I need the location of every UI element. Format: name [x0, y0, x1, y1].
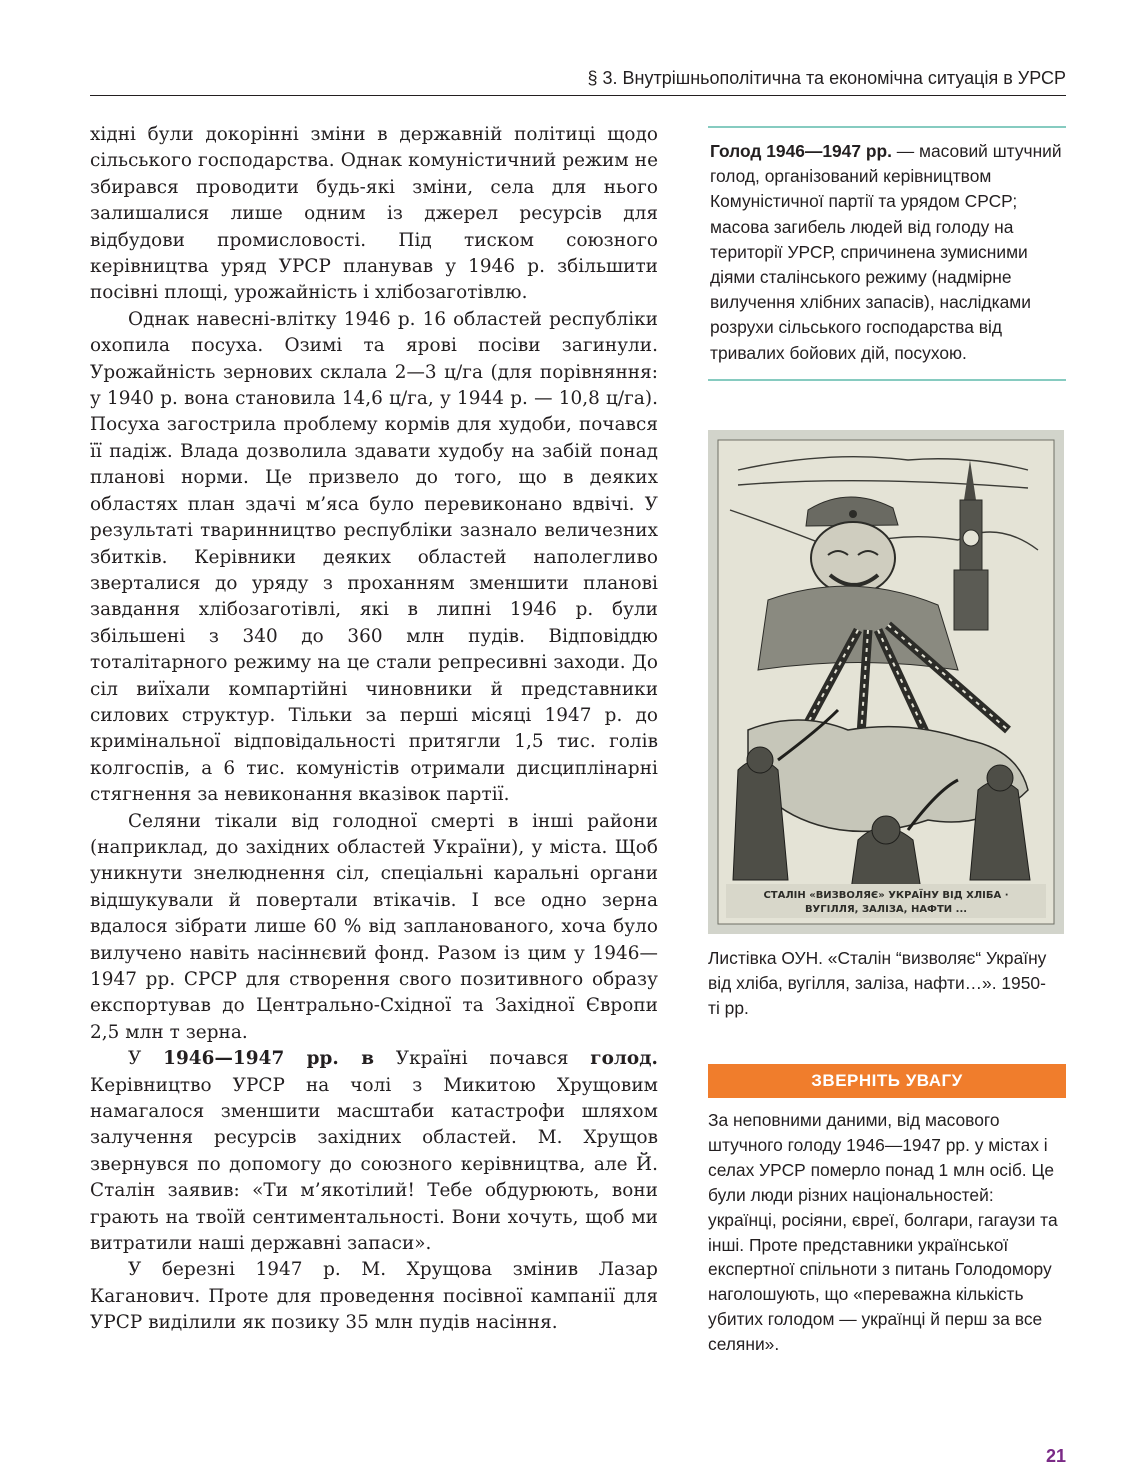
paragraph-5: У березні 1947 р. М. Хрущова змінив Лазар Каганович. Проте для проведення посівної кампанії для УРСР виділили як позику 35 млн пудів насіння. [90, 1259, 658, 1334]
figure-caption: Листівка ОУН. «Сталін “визволяє“ Україну від хліба, вугілля, заліза, нафти…». 1950-ті рр. [708, 948, 1047, 1018]
paragraph-2: Однак навесні-влітку 1946 р. 16 областей республіки охопила посуха. Озимі та ярові посіви загинули. Урожайність зернових склала 2—3 ц/га (для порівняння: у 1940 р. вона становила 14,6 ц/га, у 1944 р. — 10,8 ц/га). Посуха загострила проблему кормів для худоби, почався її падіж. Влада дозволила здавати худобу на забій понад планові норми. Це призвело до того, що в деяких областях план здачі м’яса було перевиконано вдвічі. У результаті тваринництво республіки зазнало величезних збитків. Керівники деяких областей наполегливо зверталися до уряду з проханням зменшити планові завдання хлібозаготівлі, які в липні 1946 р. були збільшені з 340 до 360 млн пудів. Відповіддю тоталітарного режиму на це стали репресивні заходи. До сіл виїхали компартійні чиновники й представники силових структур. Тільки за перші місяці 1947 р. до кримінальної відповідальності притягли 1,5 тис. голів колгоспів, а 6 тис. комуністів отримали дисциплінарні стягнення за невиконання вказівок партії. [90, 308, 658, 806]
definition-text [708, 139, 1066, 366]
header-rule [90, 95, 1066, 96]
paragraph-4 [90, 1046, 658, 1257]
definition-box [708, 126, 1066, 381]
main-text-column [90, 122, 658, 1337]
definition-term: Голод 1946—1947 рр. [710, 141, 892, 161]
paragraph-4-bold-dates: 1946—1947 рр. в [163, 1048, 375, 1070]
definition-body: — масовий штучний голод, організований керівництвом Комуністичної партії та урядом СРСР; масова загибель людей від голоду на території УРСР, спричинена зумисними діями сталінського режиму (надмірне вилучення хлібних запасів), наслідками розрухи сільського господарства від тривалих бойових дій, посухою. [710, 141, 1062, 363]
svg-text:СТАЛІН «ВИЗВОЛЯЄ» УКРАЇНУ ВІД: СТАЛІН «ВИЗВОЛЯЄ» УКРАЇНУ ВІД ХЛІБА · [763, 890, 1009, 901]
paragraph-4-bold-famine: голод. [590, 1048, 658, 1070]
attention-text: За неповними даними, від масового штучного голоду 1946—1947 рр. у містах і селах УРСР померло понад 1 млн осіб. Це були люди різних національностей: українці, росіяни, євреї, болгари, гагаузи та інші. Проте представники української експертної спільноти з питань Голодомору наголошують, що «переважна кількість убитих голодом — українці й перш за все селяни». [708, 1110, 1058, 1355]
leaflet-drawing [708, 430, 1064, 934]
paragraph-4-rest: Керівництво УРСР на чолі з Микитою Хрущовим намагалося зменшити масштаби катастрофи шляхом залучення ресурсів західних областей. М. Хрущов звернувся по допомогу до союзного керівництва, але Й. Сталін заявив: «Ти м’якотілий! Тебе обдурюють, вони грають на твоїй сентиментальності. Вони хочуть, щоб ми витратили наші державні запаси». [90, 1074, 658, 1255]
svg-text:ВУГІЛЛЯ, ЗАЛІЗА, НАФТИ ...: ВУГІЛЛЯ, ЗАЛІЗА, НАФТИ ... [804, 904, 968, 915]
page-number: 21 [1045, 1446, 1066, 1466]
paragraph-4-lead: У [128, 1048, 142, 1070]
leaflet-illustration [708, 430, 1064, 934]
running-head: § 3. Внутрішньополітична та економічна ситуація в УРСР [587, 68, 1066, 88]
paragraph-3: Селяни тікали від голодної смерті в інші райони (наприклад, до західних областей України), у міста. Щоб уникнути знелюднення сіл, спеціальні каральні органи відшукували й повертали втікачів. І все одно зерна вдалося зібрати лише 60 % від запланованого, хоча було вилучено навіть насіннєвий фонд. Разом із цим у 1946—1947 рр. СРСР для створення свого позитивного образу експортував до Центрально-Східної та Західної Європи 2,5 млн т зерна. [90, 810, 658, 1043]
attention-heading: ЗВЕРНІТЬ УВАГУ [708, 1064, 1066, 1098]
paragraph-1: хідні були докорінні зміни в державній політиці щодо сільського господарства. Однак комуністичний режим не збирався проводити будь-які зміни, села для нього залишалися лише одним із джерел ресурсів для відбудови промисловості. Під тиском союзного керівництва уряд УРСР планував у 1946 р. збільшити посівні площі, урожайність і хлібозаготівлю. [90, 124, 658, 304]
paragraph-4-mid: Україні почався [395, 1048, 569, 1070]
